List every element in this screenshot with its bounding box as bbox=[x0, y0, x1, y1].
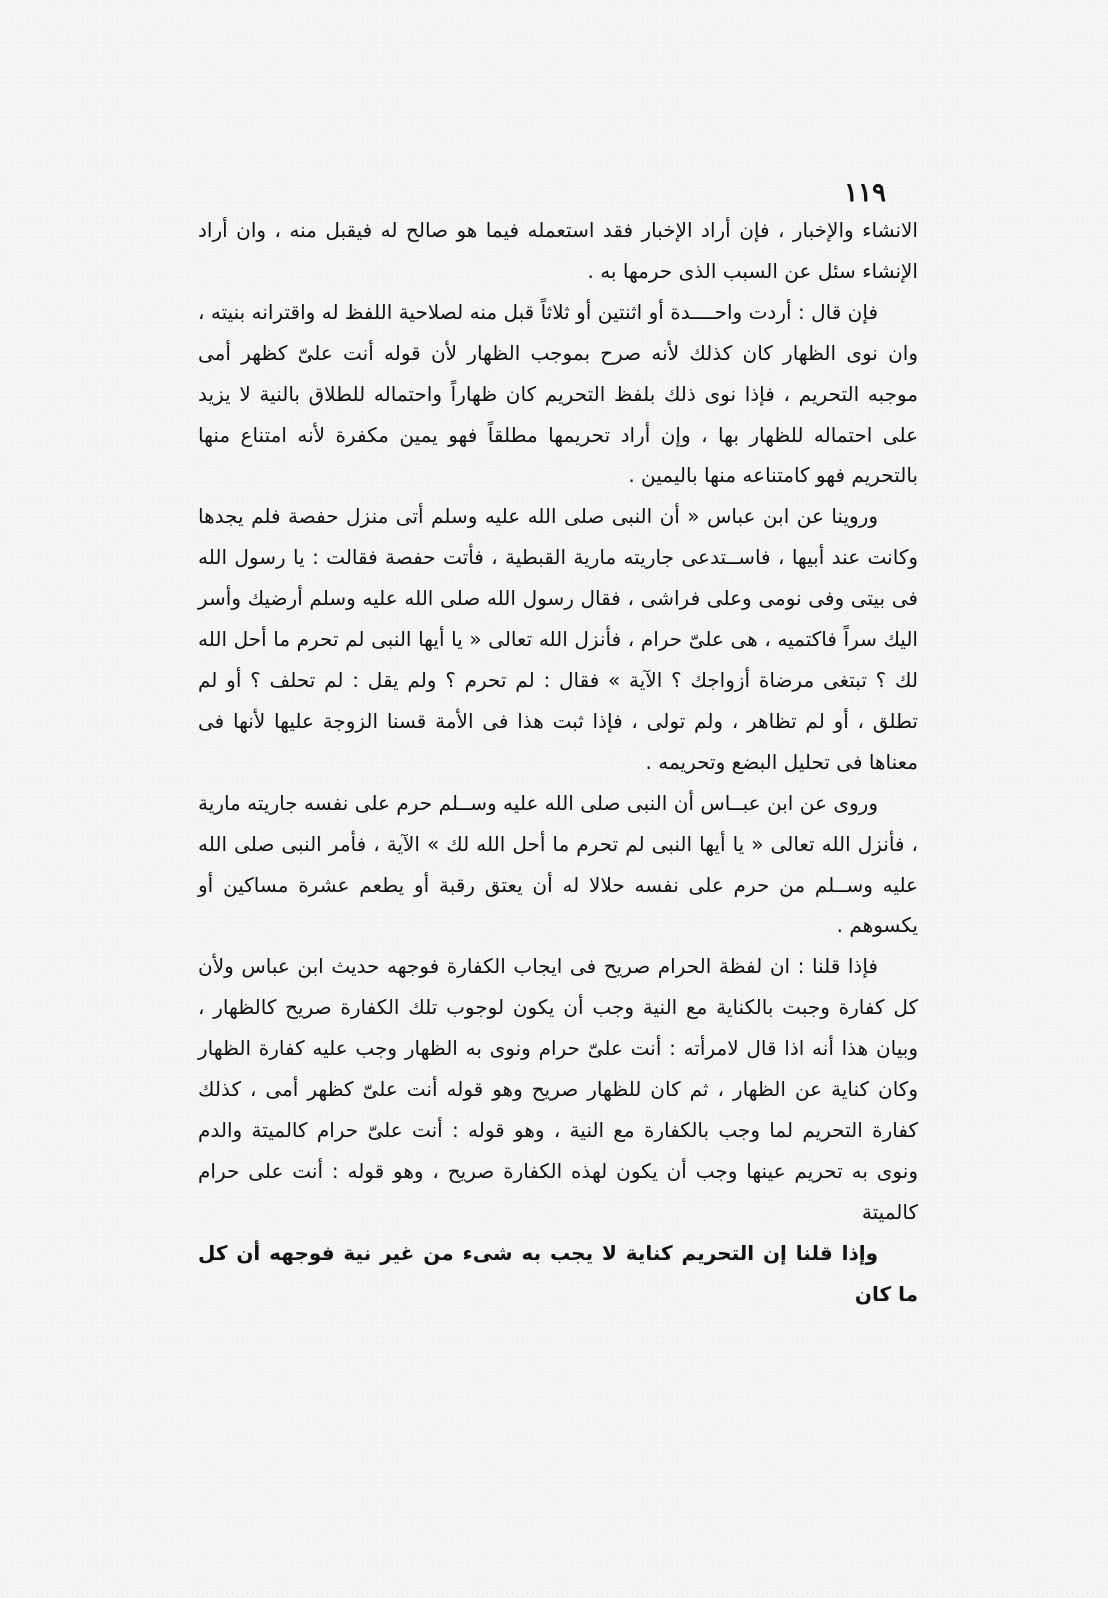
body-text bbox=[198, 210, 918, 1314]
paragraph-5: فإذا قلنا : ان لفظة الحرام صريح فى ايجاب الكفارة فوجهه حديث ابن عباس ولأن كل كفارة وجبت بالكناية مع النية وجب أن يكون لوجوب تلك الكفارة صريح كالظهار ، وبيان هذا أنه اذا قال لامرأته : أنت علىّ حرام ونوى به الظهار وجب عليه كفارة الظهار وكان كناية عن الظهار ، ثم كان للظهار صريح وهو قوله أنت علىّ كظهر أمى ، كذلك كفارة التحريم لما وجب بالكفارة مع النية ، وهو قوله : أنت علىّ حرام كالميتة والدم ونوى به تحريم عينها وجب أن يكون لهذه الكفارة صريح ، وهو قوله : أنت على حرام كالميتة bbox=[198, 954, 918, 1224]
paragraph-4: وروى عن ابن عبــاس أن النبى صلى الله عليه وســلم حرم على نفسه جاريته مارية ، فأنزل الله تعالى « يا أيها النبى لم تحرم ما أحل الله لك » الآية ، فأمر النبى صلى الله عليه وســلم من حرم على نفسه حلالا له أن يعتق رقبة أو يطعم عشرة مساكين أو يكسوهم . bbox=[198, 790, 918, 938]
paragraph-2: فإن قال : أردت واحــــدة أو اثنتين أو ثلاثاً قبل منه لصلاحية اللفظ له واقترانه بنيته ، وان نوى الظهار كان كذلك لأنه صرح بموجب الظهار لأن قوله أنت علىّ كظهر أمى موجبه التحريم ، فإذا نوى ذلك بلفظ التحريم كان ظهاراً واحتماله للطلاق بالنية لا يزيد على احتماله للظهار بها ، وإن أراد تحريمها مطلقاً فهو يمين مكفرة لأنه امتناع منها بالتحريم فهو كامتناعه منها باليمين . bbox=[198, 299, 918, 488]
paragraph-3: وروينا عن ابن عباس « أن النبى صلى الله عليه وسلم أتى منزل حفصة فلم يجدها وكانت عند أبيها ، فاســتدعى جاريته مارية القبطية ، فأتت حفصة فقالت : يا رسول الله فى بيتى وفى نومى وعلى فراشى ، فقال رسول الله صلى الله عليه وسلم أرضيك وأسر اليك سراً فاكتميه ، هى علىّ حرام ، فأنزل الله تعالى « يا أيها النبى لم تحرم ما أحل الله لك ؟ تبتغى مرضاة أزواجك ؟ الآية » فقال : لم تحرم ؟ ولم يقل : لم تحلف ؟ أو لم تطلق ، أو لم تظاهر ، ولم تولى ، فإذا ثبت هذا فى الأمة قسنا الزوجة عليها لأنها فى معناها فى تحليل البضع وتحريمه . bbox=[198, 504, 918, 774]
paragraph-1: الانشاء والإخبار ، فإن أراد الإخبار فقد استعمله فيما هو صالح له فيقبل منه ، وان أراد الإنشاء سئل عن السبب الذى حرمها به . bbox=[198, 218, 918, 283]
page-number: ١١٩ bbox=[844, 178, 886, 208]
paragraph-6: وإذا قلنا إن التحريم كناية لا يجب به شىء من غير نية فوجهه أن كل ما كان bbox=[198, 1240, 918, 1306]
